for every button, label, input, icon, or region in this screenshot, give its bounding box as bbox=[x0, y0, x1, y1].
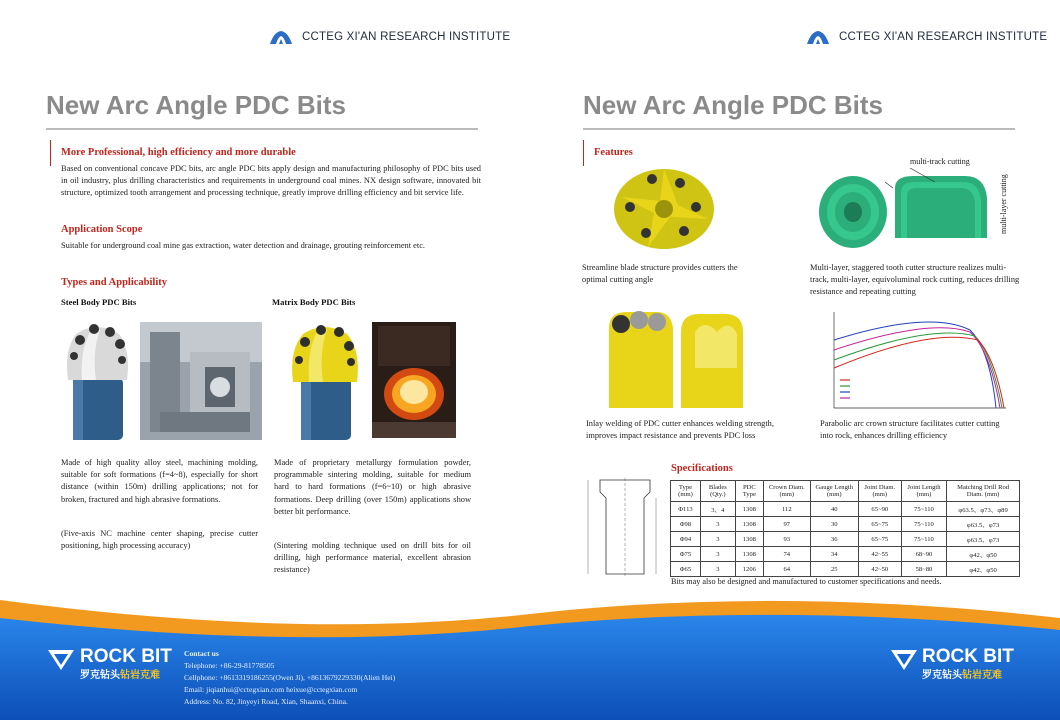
header-right bbox=[805, 28, 1047, 46]
table-cell: Φ75 bbox=[671, 547, 701, 562]
section-heading-types: Types and Applicability bbox=[61, 277, 168, 288]
institute-name-left: CCTEG XI'AN RESEARCH INSTITUTE bbox=[302, 31, 511, 43]
table-cell: φ63.5、φ73 bbox=[947, 532, 1020, 547]
label-multi-track: multi-track cutting bbox=[910, 157, 970, 166]
multi-track-diagram bbox=[815, 168, 997, 254]
col-header: Joint Diam. (mm) bbox=[858, 481, 901, 502]
col-header: Crown Diam. (mm) bbox=[763, 481, 810, 502]
col-header: Type (mm) bbox=[671, 481, 701, 502]
table-cell: 42~50 bbox=[858, 562, 901, 577]
table-row bbox=[671, 547, 1020, 562]
table-cell: 3 bbox=[700, 532, 735, 547]
features-heading: Features bbox=[594, 147, 633, 158]
table-cell: 3 bbox=[700, 547, 735, 562]
col-header: PDC Type bbox=[735, 481, 763, 502]
table-row bbox=[671, 562, 1020, 577]
table-row bbox=[671, 502, 1020, 517]
table-cell: Φ65 bbox=[671, 562, 701, 577]
title-divider bbox=[46, 128, 478, 130]
brand-name-right: ROCK BIT bbox=[922, 646, 1014, 667]
table-cell: Φ94 bbox=[671, 532, 701, 547]
matrix-body-desc: Made of proprietary metallurgy formulation powder, programmable sintering molding, suitable for medium hard to hard formations (f=6~10) or high abrasive formations. Deep drilling (over 150m) applications show better bit performance. bbox=[274, 458, 471, 516]
bit-dimension-drawing bbox=[586, 478, 664, 578]
table-row bbox=[671, 532, 1020, 547]
table-cell: 64 bbox=[763, 562, 810, 577]
table-cell: 68~90 bbox=[901, 547, 946, 562]
table-cell: 93 bbox=[763, 532, 810, 547]
table-cell: 75~110 bbox=[901, 517, 946, 532]
brand-name-left: ROCK BIT bbox=[80, 646, 172, 667]
table-cell: 1308 bbox=[735, 517, 763, 532]
col-header: Joint Length (mm) bbox=[901, 481, 946, 502]
feature-caption-inlay: Inlay welding of PDC cutter enhances welding strength, improves impact resistance and prevents PDC loss bbox=[586, 419, 774, 441]
feature-caption-multilayer: Multi-layer, staggered tooth cutter structure realizes multi-track, multi-layer, equivoluminal rock cutting, reduces drilling resistance and repeating cutting bbox=[810, 263, 1020, 297]
parabolic-crown-diagram bbox=[830, 310, 1008, 410]
rock-bit-logo-icon bbox=[46, 646, 76, 672]
table-cell: 30 bbox=[810, 517, 858, 532]
steel-body-note: (Five-axis NC machine center shaping, precise cutter positioning, high processing accuracy) bbox=[61, 529, 258, 551]
table-cell: 3 bbox=[700, 562, 735, 577]
table-cell: 75~110 bbox=[901, 532, 946, 547]
table-cell: φ63.5、φ73、φ89 bbox=[947, 502, 1020, 517]
table-cell: 40 bbox=[810, 502, 858, 517]
brand-cn-left bbox=[80, 666, 160, 681]
table-cell: 34 bbox=[810, 547, 858, 562]
brand-cn-right bbox=[922, 666, 1002, 681]
table-row bbox=[671, 517, 1020, 532]
section-body-scope: Suitable for underground coal mine gas extraction, water detection and drainage, grouting reinforcement etc. bbox=[61, 241, 426, 250]
steel-body-title: Steel Body PDC Bits bbox=[61, 297, 137, 307]
header-left bbox=[268, 28, 510, 46]
section-body-durable: Based on conventional concave PDC bits, arc angle PDC bits apply design and manufacturing philosophy of PDC bits used in oil industry, plus drilling characteristics and requirements in underground coal mines. NX design software, innovated bit structure, optimized tooth arrangement and processing technique, greatly improve drilling efficiency and bit service life. bbox=[61, 164, 481, 198]
section-heading-durable: More Professional, high efficiency and more durable bbox=[61, 147, 296, 158]
contact-address: Address: No. 82, Jinyeyi Road, Xian, Shaanxi, China. bbox=[184, 697, 348, 706]
col-header: Blades (Qty.) bbox=[700, 481, 735, 502]
table-cell: φ63.5、φ73 bbox=[947, 517, 1020, 532]
contact-email: Email: jiqianhui@cctegxian.com heixue@cctegxian.com bbox=[184, 685, 358, 694]
contact-cellphone: Cellphone: +8613319186255(Owen Ji), +8613679229330(Alien Hei) bbox=[184, 673, 396, 682]
institute-logo-icon bbox=[268, 28, 294, 46]
specifications-heading: Specifications bbox=[671, 463, 733, 474]
specs-note: Bits may also be designed and manufactured to customer specifications and needs. bbox=[671, 577, 942, 586]
brand-cn-part-b: 钻岩克难 bbox=[962, 670, 1002, 681]
spec-table bbox=[670, 480, 1020, 577]
streamline-blade-image bbox=[608, 157, 720, 257]
cnc-machine-image bbox=[140, 322, 262, 440]
table-cell: φ42、φ50 bbox=[947, 562, 1020, 577]
matrix-body-title: Matrix Body PDC Bits bbox=[272, 297, 356, 307]
brand-cn-part-a: 罗克钻头 bbox=[80, 670, 120, 681]
col-header: Matching Drill Rod Diam. (mm) bbox=[947, 481, 1020, 502]
contact-telephone: Telephone: +86-29-81778505 bbox=[184, 661, 275, 670]
brand-cn-part-a: 罗克钻头 bbox=[922, 670, 962, 681]
section-accent-bar bbox=[583, 140, 584, 166]
table-cell: 3、4 bbox=[700, 502, 735, 517]
table-cell: 97 bbox=[763, 517, 810, 532]
page-title-right: New Arc Angle PDC Bits bbox=[583, 90, 884, 120]
table-cell: 65~90 bbox=[858, 502, 901, 517]
table-cell: 25 bbox=[810, 562, 858, 577]
matrix-body-note: (Sintering molding technique used on drill bits for oil drilling, high performance material, excellent abrasion resistance) bbox=[274, 541, 471, 575]
table-cell: Φ113 bbox=[671, 502, 701, 517]
title-divider bbox=[583, 128, 1015, 130]
feature-caption-parabolic: Parabolic arc crown structure facilitates cutter cutting into rock, enhances drilling efficiency bbox=[820, 419, 1000, 441]
page-title-left: New Arc Angle PDC Bits bbox=[46, 90, 347, 120]
table-cell: 1308 bbox=[735, 547, 763, 562]
table-cell: 74 bbox=[763, 547, 810, 562]
table-cell: 65~75 bbox=[858, 517, 901, 532]
section-accent-bar bbox=[50, 140, 51, 166]
table-cell: φ42、φ50 bbox=[947, 547, 1020, 562]
table-cell: 36 bbox=[810, 532, 858, 547]
table-cell: 1308 bbox=[735, 502, 763, 517]
table-cell: 1206 bbox=[735, 562, 763, 577]
table-cell: 42~55 bbox=[858, 547, 901, 562]
table-cell: 65~75 bbox=[858, 532, 901, 547]
feature-caption-streamline: Streamline blade structure provides cutters the optimal cutting angle bbox=[582, 263, 738, 285]
table-cell: 58~80 bbox=[901, 562, 946, 577]
spec-table-header bbox=[671, 481, 1020, 502]
table-cell: Φ98 bbox=[671, 517, 701, 532]
label-multi-layer: multi-layer cutting bbox=[999, 174, 1008, 234]
sintering-furnace-image bbox=[372, 322, 456, 438]
table-cell: 112 bbox=[763, 502, 810, 517]
steel-bit-image bbox=[60, 320, 135, 442]
rock-bit-logo-icon bbox=[889, 646, 919, 672]
brand-cn-part-b: 钻岩克难 bbox=[120, 670, 160, 681]
table-cell: 3 bbox=[700, 517, 735, 532]
inlay-welding-image bbox=[605, 308, 747, 410]
steel-body-desc: Made of high quality alloy steel, machining molding, suitable for soft formations (f=4~8), especially for short distance (within 150m) drilling applications; not for broken, fractured and high abrasive formations. bbox=[61, 458, 258, 504]
col-header: Gauge Length (mm) bbox=[810, 481, 858, 502]
section-heading-scope: Application Scope bbox=[61, 224, 143, 235]
institute-logo-icon bbox=[805, 28, 831, 46]
institute-name-right: CCTEG XI'AN RESEARCH INSTITUTE bbox=[839, 31, 1048, 43]
matrix-bit-image bbox=[285, 320, 365, 442]
table-cell: 1308 bbox=[735, 532, 763, 547]
table-cell: 75~110 bbox=[901, 502, 946, 517]
contact-heading: Contact us bbox=[184, 649, 219, 658]
